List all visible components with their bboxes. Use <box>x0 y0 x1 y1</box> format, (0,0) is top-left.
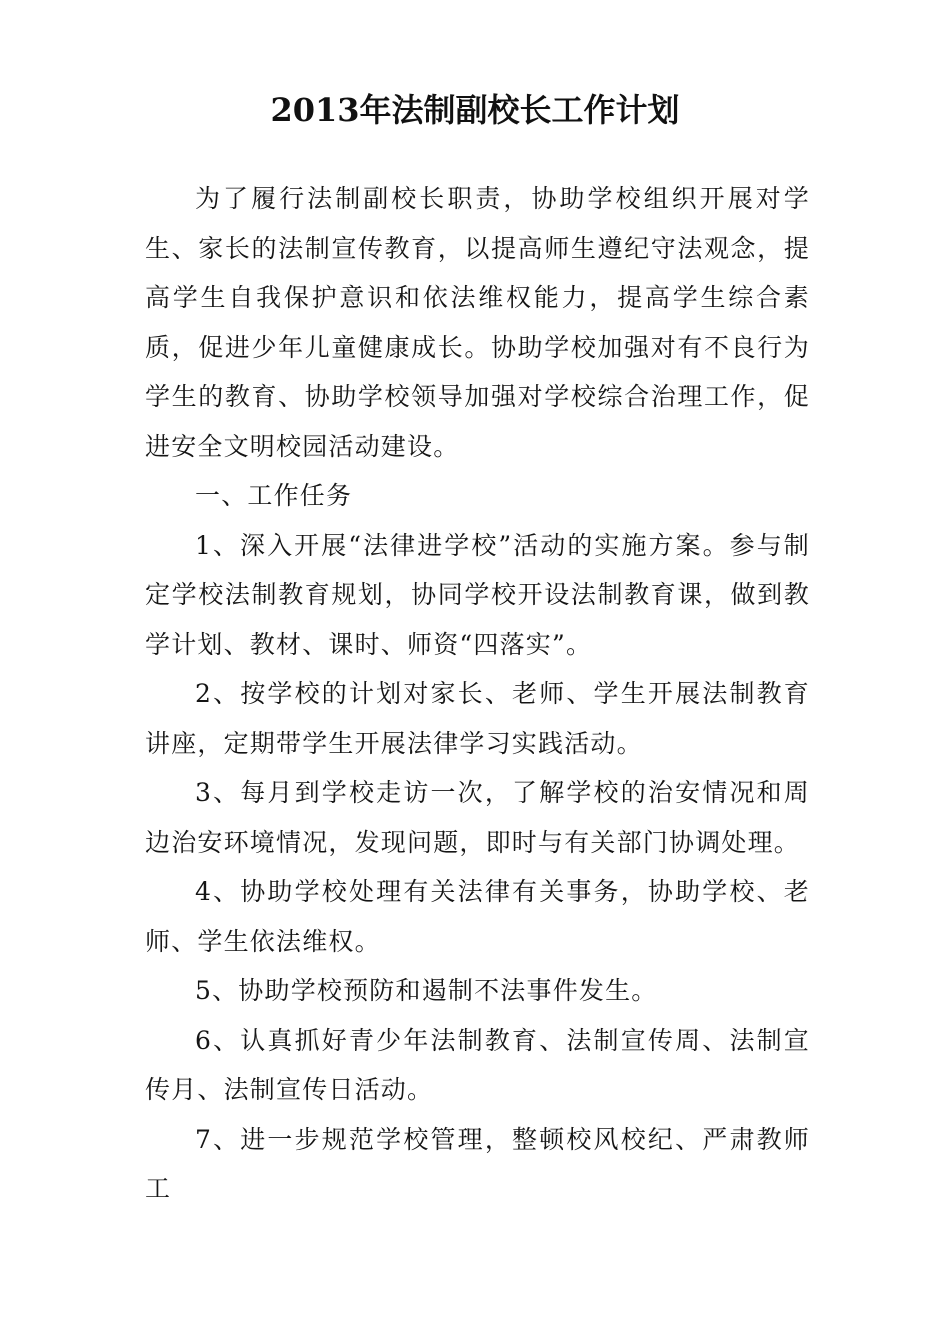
document-body <box>145 174 810 1214</box>
task-item-7: 7、进一步规范学校管理，整顿校风校纪、严肃教师工 <box>145 1124 810 1203</box>
task-item-5: 5、协助学校预防和遏制不法事件发生。 <box>195 976 658 1005</box>
task-item-1: 1、深入开展“法律进学校”活动的实施方案。参与制定学校法制教育规划，协同学校开设法制教育课，做到教学计划、教材、课时、师资“四落实”。 <box>145 530 810 659</box>
section-heading: 一、工作任务 <box>195 481 353 510</box>
task-item-4: 4、协助学校处理有关法律有关事务，协助学校、老师、学生依法维权。 <box>145 877 810 956</box>
intro-paragraph: 为了履行法制副校长职责，协助学校组织开展对学生、家长的法制宣传教育，以提高师生遵纪守法观念，提高学生自我保护意识和依法维权能力，提高学生综合素质，促进少年儿童健康成长。协助学校加强对有不良行为学生的教育、协助学校领导加强对学校综合治理工作，促进安全文明校园活动建设。 <box>145 184 810 461</box>
document-title: 2013年法制副校长工作计划 <box>270 91 680 129</box>
task-item-3: 3、每月到学校走访一次，了解学校的治安情况和周边治安环境情况，发现问题，即时与有关部门协调处理。 <box>145 778 810 857</box>
task-item-2: 2、按学校的计划对家长、老师、学生开展法制教育讲座，定期带学生开展法律学习实践活动。 <box>145 679 810 758</box>
task-item-6: 6、认真抓好青少年法制教育、法制宣传周、法制宣传月、法制宣传日活动。 <box>145 1025 810 1104</box>
